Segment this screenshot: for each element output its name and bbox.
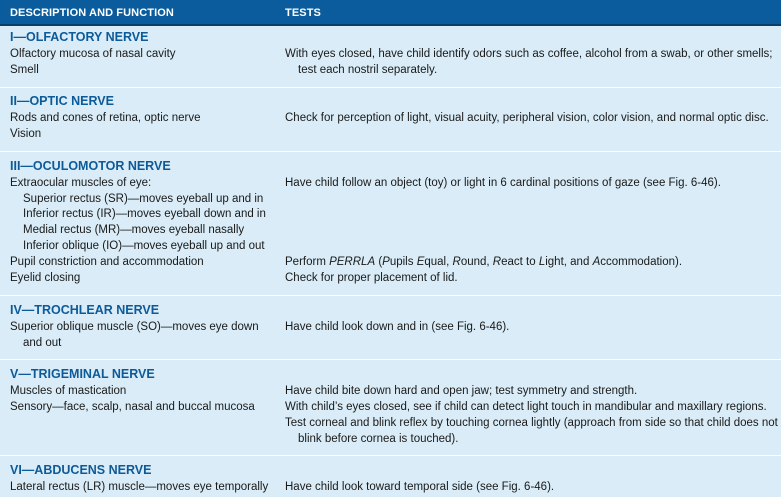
test-line: With eyes closed, have child identify odors such as coffee, alcohol from a swab, or other smells; [285, 48, 773, 60]
desc-line: Muscles of mastication [10, 385, 127, 397]
desc-line: Superior rectus (SR)—moves eyeball up and in [23, 193, 264, 205]
test-line: Have child look down and in (see Fig. 6-46). [285, 321, 510, 333]
test-line: blink before cornea is touched). [298, 433, 459, 445]
section-divider [0, 295, 781, 296]
table-header [0, 0, 781, 26]
section-title-trochlear: IV—TROCHLEAR NERVE [10, 303, 160, 317]
desc-line: and out [23, 337, 62, 349]
test-line: With child’s eyes closed, see if child can detect light touch in mandibular and maxillary regions. [285, 401, 767, 413]
desc-line: Inferior rectus (IR)—moves eyeball down and in [23, 208, 266, 220]
section-title-oculomotor: III—OCULOMOTOR NERVE [10, 159, 171, 173]
section-divider [0, 87, 781, 88]
section-title-abducens: VI—ABDUCENS NERVE [10, 463, 152, 477]
desc-line: Extraocular muscles of eye: [10, 177, 152, 189]
test-line: Perform PERRLA (Pupils Equal, Round, React to Light, and Accommodation). [285, 256, 683, 268]
section-divider [0, 151, 781, 152]
desc-line: Eyelid closing [10, 272, 81, 284]
desc-line: Pupil constriction and accommodation [10, 256, 204, 268]
test-line: Test corneal and blink reflex by touching cornea lightly (approach from side so that child does not [285, 417, 778, 429]
section-title-trigeminal: V—TRIGEMINAL NERVE [10, 367, 155, 381]
section-divider [0, 359, 781, 360]
desc-line: Smell [10, 64, 39, 76]
test-line: Have child look toward temporal side (see Fig. 6-46). [285, 481, 555, 493]
desc-line: Superior oblique muscle (SO)—moves eye down [10, 321, 259, 333]
desc-line: Vision [10, 128, 42, 140]
desc-line: Sensory—face, scalp, nasal and buccal mucosa [10, 401, 255, 413]
table-bottom-border [0, 497, 781, 501]
desc-line: Lateral rectus (LR) muscle—moves eye temporally [10, 481, 269, 493]
test-line: Check for perception of light, visual acuity, peripheral vision, color vision, and normal optic disc. [285, 112, 769, 124]
desc-line: Medial rectus (MR)—moves eyeball nasally [23, 224, 245, 236]
desc-line: Olfactory mucosa of nasal cavity [10, 48, 176, 60]
desc-line: Inferior oblique (IO)—moves eyeball up and out [23, 240, 265, 252]
test-line: Have child follow an object (toy) or light in 6 cardinal positions of gaze (see Fig. 6-46). [285, 177, 721, 189]
test-line: Have child bite down hard and open jaw; test symmetry and strength. [285, 385, 638, 397]
test-line: test each nostril separately. [298, 64, 438, 76]
section-title-optic: II—OPTIC NERVE [10, 94, 114, 108]
section-divider [0, 455, 781, 456]
desc-line: Rods and cones of retina, optic nerve [10, 112, 201, 124]
column-header-description: DESCRIPTION AND FUNCTION [10, 7, 174, 19]
column-header-tests: TESTS [285, 7, 321, 19]
test-line: Check for proper placement of lid. [285, 272, 458, 284]
section-title-olfactory: I—OLFACTORY NERVE [10, 30, 149, 44]
